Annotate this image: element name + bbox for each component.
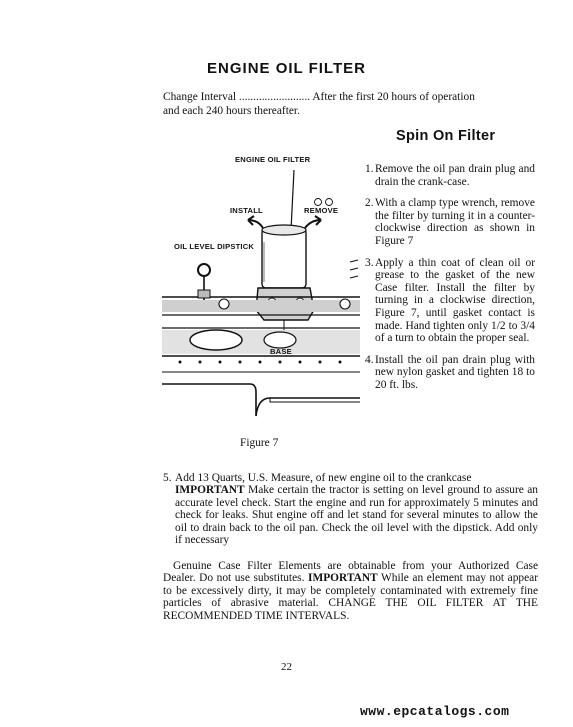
important-label: IMPORTANT (175, 484, 245, 497)
figure-caption: Figure 7 (240, 437, 279, 449)
step-text: Remove the oil pan drain plug and drain the crank-case. (375, 163, 535, 188)
step-5-important (175, 484, 538, 546)
step-item (365, 354, 535, 392)
label-oil-level-dipstick: OIL LEVEL DIPSTICK (174, 242, 255, 251)
step-5-text: Make certain the tractor is setting on level ground to assure an accurate level check. Start the engine and run for approximately 5 minutes and check for leaks. Shut engine off and let stand for several minutes to allow the oil to drain back to the oil pan. Check the oil level with the dipstick. Add only if necessary (175, 484, 538, 547)
figure-7-illustration (160, 150, 362, 435)
step-number: 4. (365, 353, 374, 366)
step-text: Install the oil pan drain plug with new nylon gasket and tighten 18 to 20 ft. lbs. (375, 353, 535, 391)
engine-illustration (160, 150, 362, 435)
step-5-body (175, 472, 538, 546)
procedure-steps (365, 163, 535, 401)
note-text-2: While an element may not appear to be excessively dirty, it may be completely contaminated with extremely fine particles of abrasive material. CHANGE THE OIL FILTER AT THE RECOMMENDED TIME INTERVALS. (163, 572, 538, 622)
change-interval-line-2: and each 240 hours thereafter. (163, 105, 300, 117)
change-interval-line-1: Change Interval ......................... After the first 20 hours of operation (163, 91, 475, 103)
important-label: IMPORTANT (308, 572, 378, 585)
section-subtitle: Spin On Filter (396, 128, 496, 144)
step-5 (163, 472, 538, 546)
step-number: 1. (365, 163, 374, 175)
page-title: ENGINE OIL FILTER (207, 60, 366, 77)
step-item (365, 257, 535, 345)
step-number: 3. (365, 256, 374, 269)
change-interval-text (163, 90, 538, 118)
label-install: INSTALL (230, 206, 263, 215)
step-text: With a clamp type wrench, remove the filter by turning it in a counter-clockwise direction as shown in Figure 7 (375, 197, 535, 247)
page-number: 22 (281, 661, 292, 673)
watermark: www.epcatalogs.com (360, 704, 510, 719)
filter-note-paragraph (163, 560, 538, 622)
note-text-1: Genuine Case Filter Elements are obtainable from your Authorized Case Dealer. Do not use substitutes. (163, 560, 538, 585)
filter-note (163, 560, 538, 622)
step-number: 5. (163, 472, 172, 484)
step-item (365, 163, 535, 188)
step-5-head: Add 13 Quarts, U.S. Measure, of new engine oil to the crankcase (175, 472, 472, 484)
label-base: BASE (270, 347, 292, 356)
step-item (365, 197, 535, 247)
step-number: 2. (365, 197, 374, 210)
label-engine-oil-filter: ENGINE OIL FILTER (235, 155, 311, 164)
label-remove: REMOVE (304, 206, 339, 215)
step-text: Apply a thin coat of clean oil or grease to the gasket of the new Case filter. Install the filter by turning in a clockwise direction, Figure 7, until gasket contact is made. Hand tighten only 1/2 to 3/4 of a turn to obtain the proper seal. (375, 256, 535, 345)
